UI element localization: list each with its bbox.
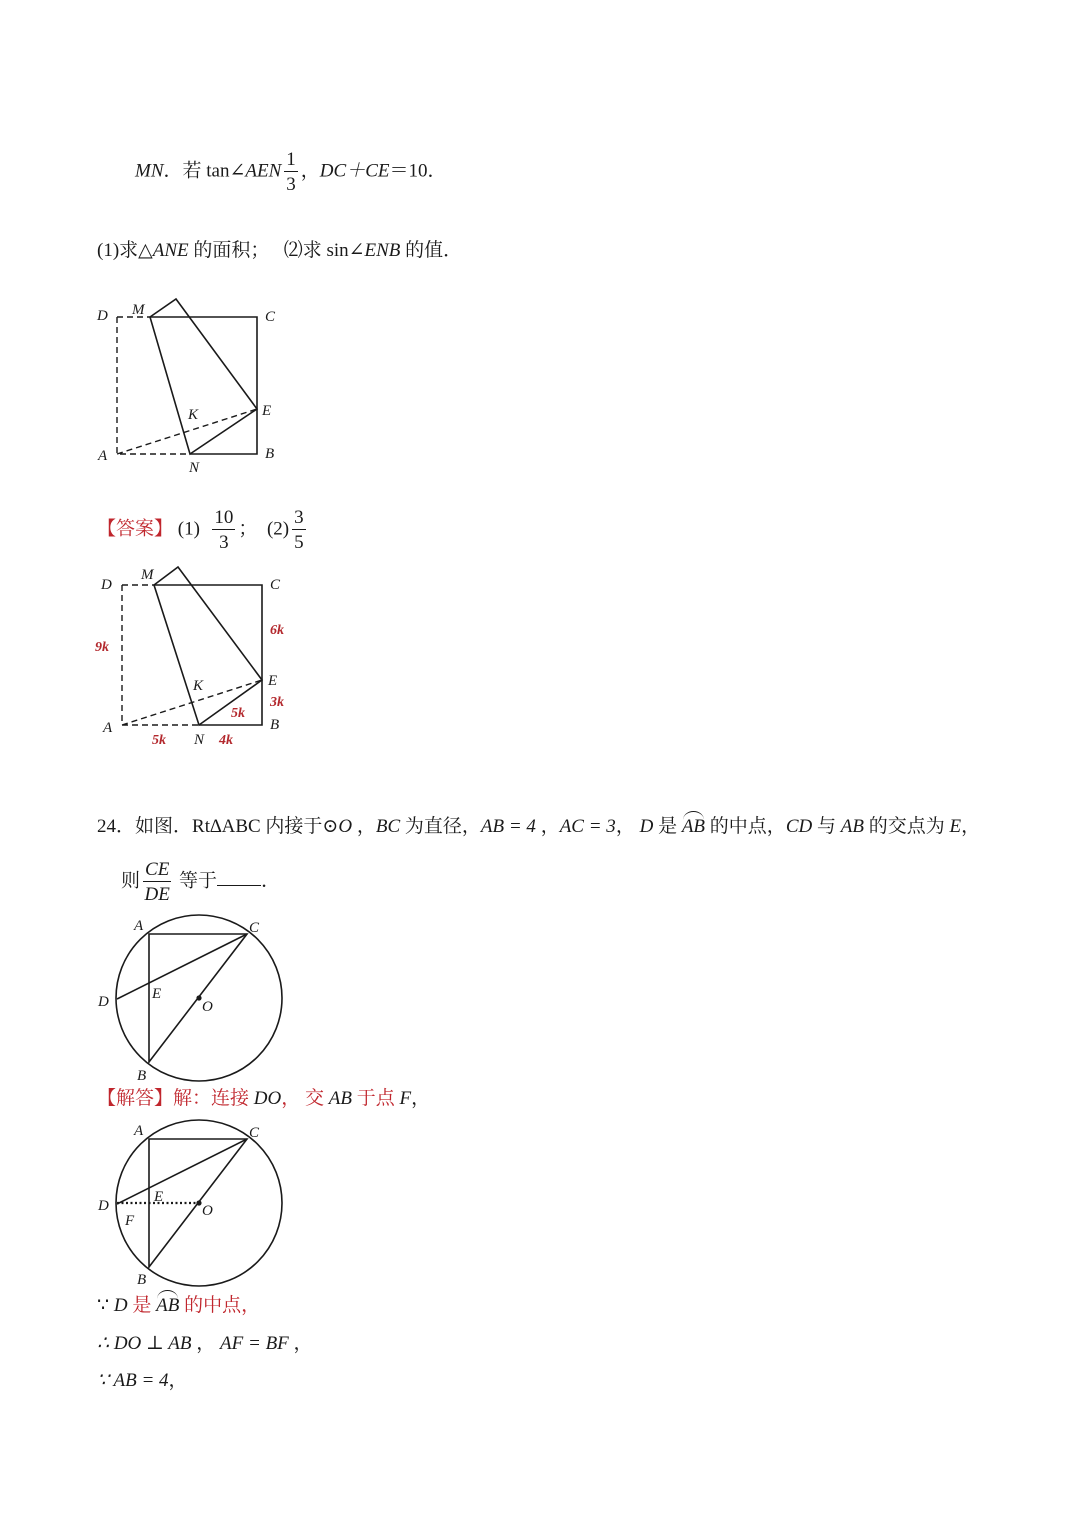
label-d: D xyxy=(98,1198,109,1214)
problem23-condition: MN．若 tan∠AEN $\frac{1}{3}$ ，DC＋CE＝10． xyxy=(135,149,447,195)
problem23-answer: 【答案】 (1) $\frac{10}{3}$ ； (2) $\frac{3}{5}$ xyxy=(97,507,304,553)
figure-circle-do xyxy=(92,1117,292,1289)
solution-step1: ∵ D 是 AB 的中点， xyxy=(97,1295,261,1316)
label-c: C xyxy=(270,577,281,593)
answer-tag: 【答案】 xyxy=(97,518,174,540)
label-b: B xyxy=(270,717,280,733)
solution-step3: ∵ AB = 4， xyxy=(97,1370,188,1391)
length-an: 5k xyxy=(152,733,166,748)
length-ad: 9k xyxy=(95,640,109,655)
label-c: C xyxy=(249,920,260,936)
label-c: C xyxy=(265,309,276,325)
label-k: K xyxy=(193,678,204,694)
label-b: B xyxy=(265,446,275,462)
rectangle-edges xyxy=(154,585,262,725)
center-point xyxy=(196,1200,201,1205)
label-a: A xyxy=(98,448,108,464)
label-e: E xyxy=(152,986,162,1002)
label-b: B xyxy=(137,1068,147,1084)
dashed-lines xyxy=(117,317,257,454)
solution-tag: 【解答】 xyxy=(97,1088,174,1109)
problem24-question: 则 $\frac{CE}{DE}$ 等于 ． xyxy=(121,859,281,905)
answer2-fraction: $\frac{3}{5}$ xyxy=(294,507,304,553)
label-e: E xyxy=(268,673,278,689)
label-e: E xyxy=(262,403,272,419)
length-nb: 4k xyxy=(219,733,233,748)
length-eb: 3k xyxy=(270,695,284,710)
arc-ab: AB xyxy=(681,816,706,837)
problem24-solution-head: 【解答】解：连接 DO， 交 AB 于点 F， xyxy=(97,1088,431,1109)
label-c: C xyxy=(249,1125,260,1141)
label-o: O xyxy=(202,1203,213,1219)
folded-quadrilateral xyxy=(150,299,257,454)
label-a: A xyxy=(134,918,144,934)
tan-fraction: $\frac{1}{3}$ xyxy=(286,149,296,195)
figure-folded-rectangle xyxy=(92,292,292,482)
label-d: D xyxy=(97,308,108,324)
segment-mn: MN xyxy=(135,160,164,182)
solution-step2: ∴ DO ⊥ AB ， AF = BF ， xyxy=(97,1333,313,1354)
center-point xyxy=(196,995,201,1000)
answer-blank xyxy=(217,869,261,886)
answer1-fraction: $\frac{10}{3}$ xyxy=(214,507,234,553)
length-ne: 5k xyxy=(231,706,245,721)
label-n: N xyxy=(194,732,205,748)
figure-circle xyxy=(92,912,292,1084)
arc-ab-step: AB xyxy=(156,1295,180,1316)
label-k: K xyxy=(188,407,199,423)
label-o: O xyxy=(202,999,213,1015)
length-ce: 6k xyxy=(270,623,284,638)
label-e: E xyxy=(154,1189,164,1205)
label-d: D xyxy=(98,994,109,1010)
label-a: A xyxy=(103,720,113,736)
label-d: D xyxy=(101,577,112,593)
label-f: F xyxy=(125,1213,135,1229)
problem24-statement: 24．如图．Rt∆ABC 内接于⊙O ，BC 为直径，AB = 4 ，AC = 3， D 是 AB 的中点，CD 与 AB 的交点为 E， xyxy=(97,816,981,837)
label-m: M xyxy=(141,567,154,583)
label-a: A xyxy=(134,1123,144,1139)
figure-folded-rectangle-lengths xyxy=(92,562,302,747)
label-b: B xyxy=(137,1272,147,1288)
problem23-questions: (1)求△ANE 的面积； ⑵求 sin∠ENB 的值． xyxy=(97,240,463,261)
label-m: M xyxy=(132,302,145,318)
folded-quadrilateral xyxy=(154,567,262,725)
label-n: N xyxy=(189,460,200,476)
ratio-fraction: $\frac{CE}{DE}$ xyxy=(144,859,170,905)
